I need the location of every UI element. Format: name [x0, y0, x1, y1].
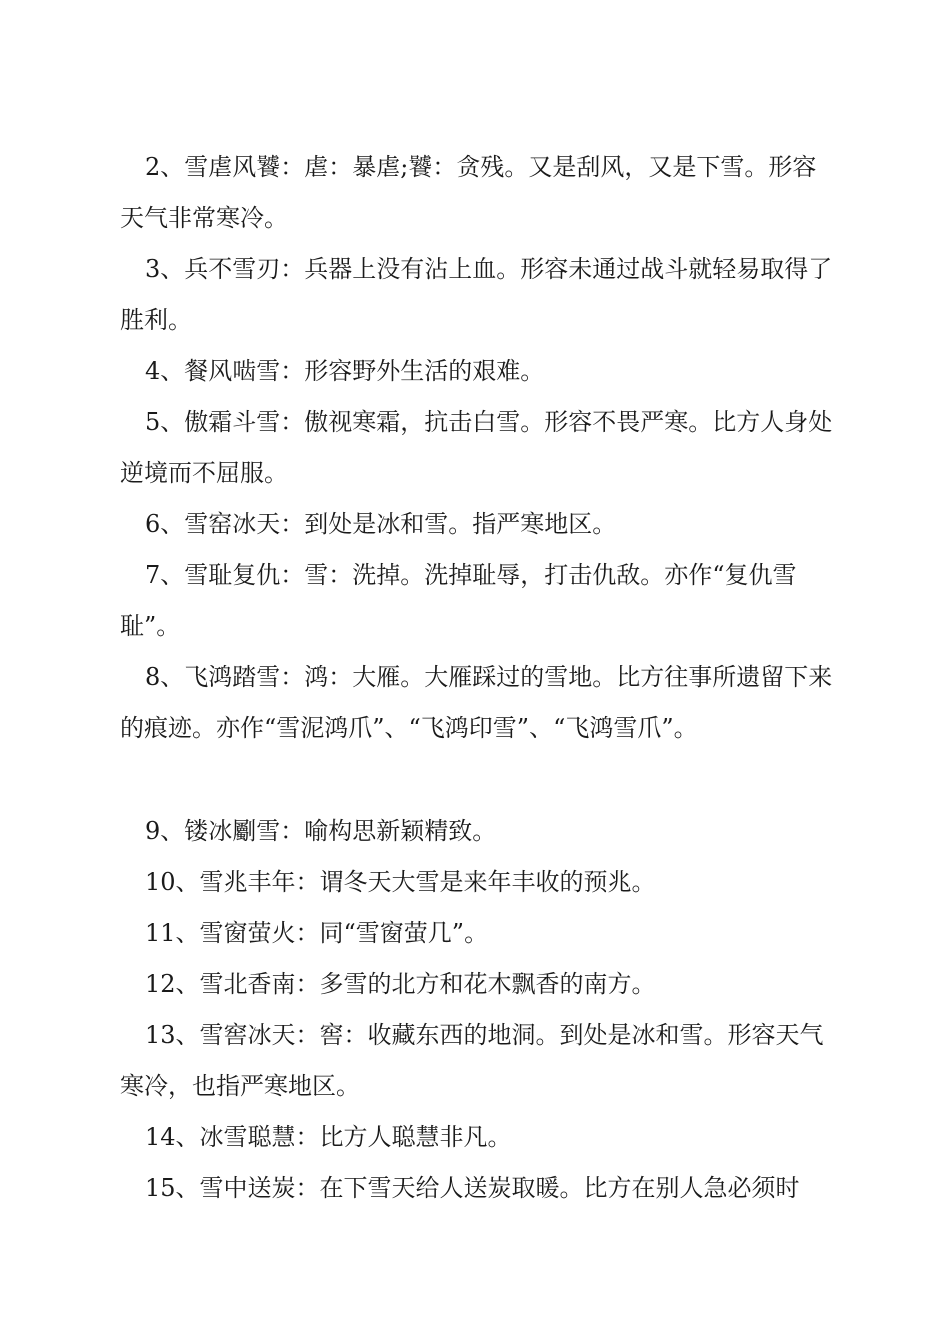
paragraph-10: 10、雪兆丰年：谓冬天大雪是来年丰收的预兆。	[145, 868, 656, 896]
paragraph-9: 9、镂冰劚雪：喻构思新颖精致。	[145, 817, 497, 845]
paragraph-13: 13、雪窖冰天：窖：收藏东西的地洞。到处是冰和雪。形容天气寒冷，也指严寒地区。	[120, 1021, 824, 1100]
paragraph-11: 11、雪窗萤火：同“雪窗萤几”。	[145, 919, 489, 947]
paragraph-14: 14、冰雪聪慧：比方人聪慧非凡。	[145, 1123, 512, 1151]
document-page	[120, 142, 840, 1214]
paragraph-15: 15、雪中送炭：在下雪天给人送炭取暖。比方在别人急必须时	[145, 1174, 800, 1202]
paragraph-3: 3、兵不雪刃：兵器上没有沾上血。形容未通过战斗就轻易取得了胜利。	[120, 255, 833, 334]
paragraph-4: 4、餐风啮雪：形容野外生活的艰难。	[145, 357, 545, 385]
paragraph-12: 12、雪北香南：多雪的北方和花木飘香的南方。	[145, 970, 656, 998]
paragraph-8: 8、飞鸿踏雪：鸿：大雁。大雁踩过的雪地。比方往事所遗留下来的痕迹。亦作“雪泥鸿爪”、“飞鸿印雪”、“飞鸿雪爪”。	[120, 663, 833, 742]
paragraph-5: 5、傲霜斗雪：傲视寒霜，抗击白雪。形容不畏严寒。比方人身处逆境而不屈服。	[120, 408, 833, 487]
paragraph-gap	[120, 754, 840, 806]
paragraph-7: 7、雪耻复仇：雪：洗掉。洗掉耻辱，打击仇敌。亦作“复仇雪耻”。	[120, 561, 797, 640]
paragraph-6: 6、雪窑冰天：到处是冰和雪。指严寒地区。	[145, 510, 617, 538]
paragraph-2: 2、雪虐风饕：虐：暴虐;饕：贪残。又是刮风，又是下雪。形容天气非常寒冷。	[120, 153, 817, 232]
